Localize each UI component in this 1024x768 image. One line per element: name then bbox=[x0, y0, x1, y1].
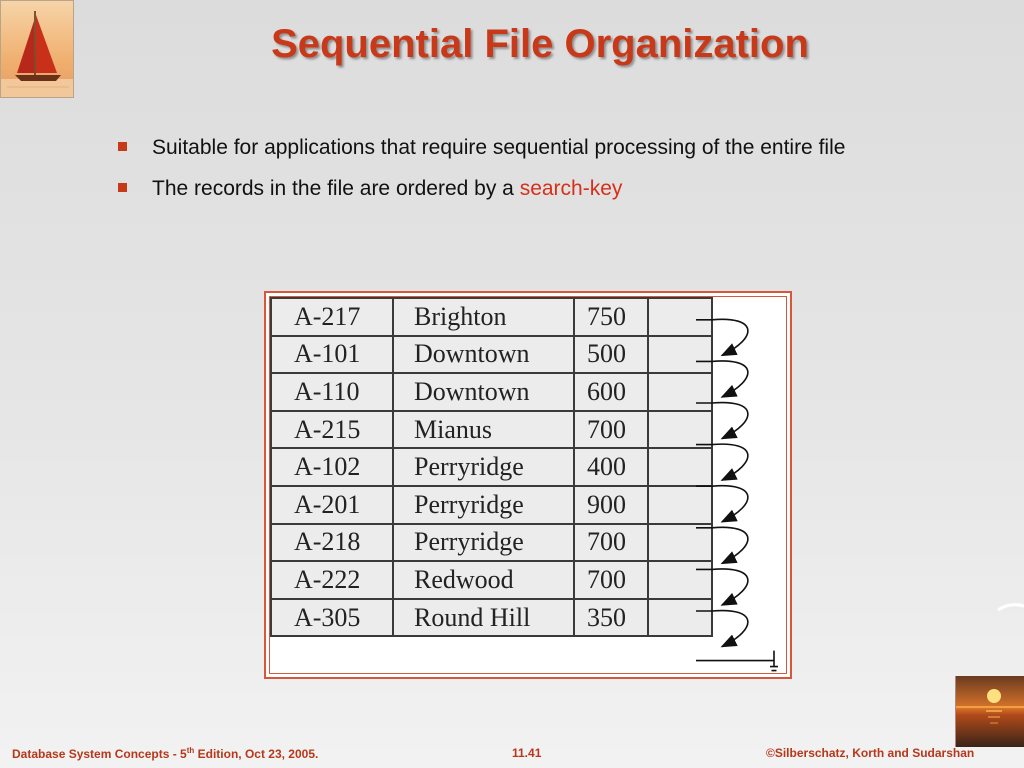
balance-cell: 750 bbox=[574, 298, 648, 336]
balance-cell: 500 bbox=[574, 336, 648, 374]
footer-book-title bbox=[12, 746, 318, 761]
balance-cell: 700 bbox=[574, 524, 648, 562]
footer-copyright: ©Silberschatz, Korth and Sudarshan bbox=[766, 746, 975, 760]
account-cell: A-217 bbox=[271, 298, 393, 336]
account-cell: A-305 bbox=[271, 599, 393, 637]
pointer-arrow bbox=[696, 527, 748, 563]
account-cell: A-215 bbox=[271, 411, 393, 449]
branch-cell: Round Hill bbox=[393, 599, 574, 637]
pointer-arrow bbox=[696, 361, 748, 397]
square-bullet-icon bbox=[118, 142, 127, 151]
bullet-item bbox=[116, 173, 876, 204]
balance-cell: 700 bbox=[574, 411, 648, 449]
pointer-arrow bbox=[696, 611, 748, 647]
page-title: Sequential File Organization bbox=[271, 22, 809, 66]
branch-cell: Perryridge bbox=[393, 524, 574, 562]
branch-cell: Mianus bbox=[393, 411, 574, 449]
branch-cell: Brighton bbox=[393, 298, 574, 336]
balance-cell: 350 bbox=[574, 599, 648, 637]
account-cell: A-222 bbox=[271, 561, 393, 599]
search-key-term: search-key bbox=[519, 177, 623, 200]
account-cell: A-110 bbox=[271, 373, 393, 411]
footer-title-sup: th bbox=[186, 746, 195, 755]
bullet-item bbox=[116, 132, 876, 163]
balance-cell: 900 bbox=[574, 486, 648, 524]
bullet-list bbox=[116, 132, 876, 214]
branch-cell: Perryridge bbox=[393, 486, 574, 524]
bullet-text: Suitable for applications that require sequential processing of the entire file bbox=[152, 136, 846, 159]
pointer-arrow bbox=[696, 569, 748, 605]
account-cell: A-201 bbox=[271, 486, 393, 524]
pointer-arrow bbox=[696, 403, 748, 439]
account-cell: A-218 bbox=[271, 524, 393, 562]
square-bullet-icon bbox=[118, 183, 127, 192]
footer-title-suffix: Edition, Oct 23, 2005. bbox=[194, 747, 319, 761]
balance-cell: 700 bbox=[574, 561, 648, 599]
footer-title-text: Database System Concepts - 5 bbox=[12, 747, 187, 761]
slide-number: 11.41 bbox=[512, 746, 542, 760]
account-cell: A-101 bbox=[271, 336, 393, 374]
pointer-arrows bbox=[266, 293, 790, 677]
decorative-cloud-icon bbox=[996, 600, 1024, 621]
branch-cell: Perryridge bbox=[393, 448, 574, 486]
balance-cell: 400 bbox=[574, 448, 648, 486]
branch-cell: Downtown bbox=[393, 336, 574, 374]
sequential-file-figure bbox=[264, 291, 792, 679]
pointer-arrow bbox=[696, 319, 748, 355]
null-pointer-ground-icon bbox=[696, 651, 778, 671]
account-cell: A-102 bbox=[271, 448, 393, 486]
pointer-arrow bbox=[696, 444, 748, 480]
balance-cell: 600 bbox=[574, 373, 648, 411]
bullet-text: The records in the file are ordered by a bbox=[152, 177, 520, 200]
sunset-icon bbox=[955, 676, 1024, 747]
branch-cell: Downtown bbox=[393, 373, 574, 411]
pointer-arrow bbox=[696, 486, 748, 522]
branch-cell: Redwood bbox=[393, 561, 574, 599]
